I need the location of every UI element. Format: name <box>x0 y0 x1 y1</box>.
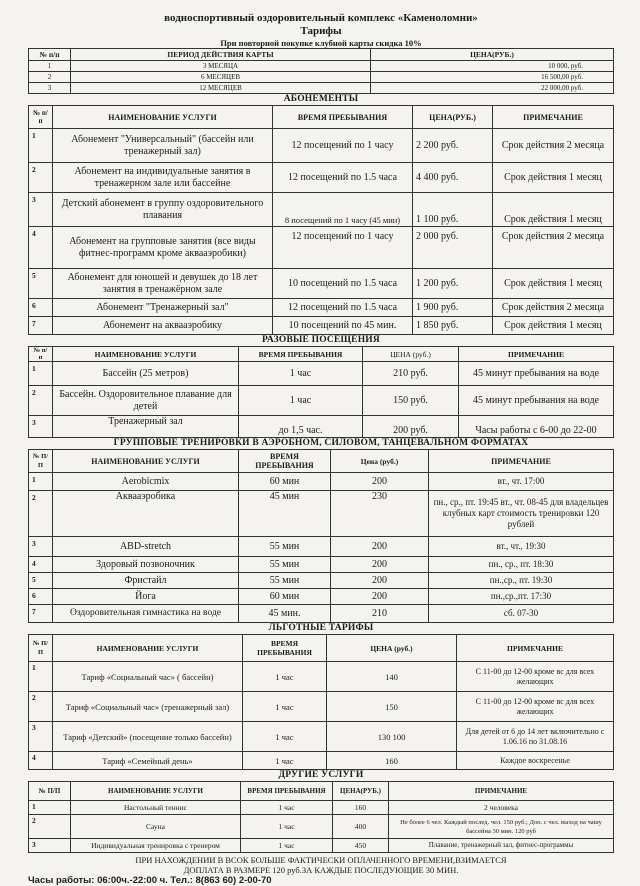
table-row <box>29 839 614 853</box>
row-note: Срок действия 1 месяц <box>493 269 614 299</box>
col-header-note: ПРИМЕЧАНИЕ <box>459 347 614 362</box>
row-price: 200 <box>331 537 429 557</box>
section-title-other-services: ДРУГИЕ УСЛУГИ <box>278 770 364 780</box>
col-header-num: № п/п <box>29 106 53 129</box>
table-row <box>29 163 614 193</box>
row-num: 6 <box>29 299 53 317</box>
row-name: Тариф «Социальный час» ( бассейн) <box>53 662 243 692</box>
row-price: 200 <box>331 573 429 589</box>
table-row <box>29 299 614 317</box>
table-row <box>29 416 614 438</box>
club-card-table <box>28 48 614 94</box>
row-name: Абонемент на групповые занятия (все виды фитнес-программ кроме аквааэробики) <box>53 227 273 269</box>
table-row <box>29 193 614 227</box>
col-header-note: ПРИМЕЧАНИЕ <box>457 635 614 662</box>
row-price: 210 <box>331 605 429 623</box>
row-note: вт., чт., 19:30 <box>429 537 614 557</box>
row-num: 5 <box>29 573 53 589</box>
row-note: пн.,ср., пт. 19:30 <box>429 573 614 589</box>
col-header-num: № п/п <box>29 49 71 61</box>
row-price: 160 <box>333 801 389 815</box>
row-time: 12 посещений по 1.5 часа <box>273 299 413 317</box>
row-name: Сауна <box>71 815 241 839</box>
table-row <box>29 752 614 770</box>
row-time: 12 посещений по 1.5 часа <box>273 163 413 193</box>
row-note: С 11-00 до 12-00 кроме вс для всех желающих <box>457 692 614 722</box>
row-num: 1 <box>29 801 71 815</box>
table-row <box>29 129 614 163</box>
row-num: 2 <box>29 72 71 83</box>
section-title-abonements: АБОНЕМЕНТЫ <box>283 94 359 104</box>
row-price: 150 руб. <box>363 386 459 416</box>
row-name: Aerobicmix <box>53 473 239 491</box>
row-time: 55 мин <box>239 557 331 573</box>
row-price: 210 руб. <box>363 362 459 386</box>
benefit-tariffs-table <box>28 634 614 770</box>
row-price: 150 <box>327 692 457 722</box>
row-time: 12 посещений по 1 часу <box>273 227 413 269</box>
row-time: до 1,5 час. <box>239 416 363 438</box>
table-row <box>29 662 614 692</box>
row-num: 4 <box>29 752 53 770</box>
row-note: Срок действия 2 месяца <box>493 227 614 269</box>
discount-note: При повторной покупке клубной карты скидка 10% <box>220 38 422 48</box>
row-name: Абонемент на аквааэробику <box>53 317 273 335</box>
row-name: ABD-stretch <box>53 537 239 557</box>
row-price: 1 850 руб. <box>413 317 493 335</box>
table-row <box>29 605 614 623</box>
table-header-row <box>29 635 614 662</box>
row-num: 2 <box>29 386 53 416</box>
row-time: 10 посещений по 45 мин. <box>273 317 413 335</box>
table-header-row <box>29 49 614 61</box>
row-name: Тренажерный зал <box>53 416 239 438</box>
row-num: 5 <box>29 269 53 299</box>
table-row <box>29 815 614 839</box>
row-name: Йога <box>53 589 239 605</box>
row-time: 1 час <box>239 386 363 416</box>
row-note: Для детей от 6 до 14 лет включительно с 1.06.16 по 31.08.16 <box>457 722 614 752</box>
row-price: 160 <box>327 752 457 770</box>
row-name: Абонемент "Тренажерный зал" <box>53 299 273 317</box>
abonements-table <box>28 105 614 335</box>
row-time: 45 мин. <box>239 605 331 623</box>
row-period: 3 МЕСЯЦА <box>71 61 371 72</box>
row-note: С 11-00 до 12-00 кроме вс для всех желающих <box>457 662 614 692</box>
row-period: 6 МЕСЯЦЕВ <box>71 72 371 83</box>
table-row <box>29 386 614 416</box>
row-time: 1 час <box>241 815 333 839</box>
row-price: 2 200 руб. <box>413 129 493 163</box>
row-num: 1 <box>29 473 53 491</box>
table-row <box>29 692 614 722</box>
table-row <box>29 557 614 573</box>
row-time: 10 посещений по 1.5 часа <box>273 269 413 299</box>
group-training-table <box>28 449 614 623</box>
table-row <box>29 573 614 589</box>
col-header-note: ПРИМЕЧАНИЕ <box>493 106 614 129</box>
row-time: 55 мин <box>239 573 331 589</box>
row-price: 2 000 руб. <box>413 227 493 269</box>
table-row <box>29 801 614 815</box>
col-header-time: ВРЕМЯ ПРЕБЫВАНИЯ <box>239 347 363 362</box>
table-header-row <box>29 450 614 473</box>
row-name: Аквааэробика <box>53 491 239 537</box>
row-name: Тариф «Семейный день» <box>53 752 243 770</box>
single-visits-table <box>28 346 614 438</box>
row-note: вт., чт. 17:00 <box>429 473 614 491</box>
table-row <box>29 317 614 335</box>
row-price: 10 000, руб. <box>371 61 614 72</box>
col-header-name: НАИМЕНОВАНИЕ УСЛУГИ <box>71 782 241 801</box>
row-name: Абонемент "Универсальный" (бассейн или тренажерный зал) <box>53 129 273 163</box>
row-time: 1 час <box>243 662 327 692</box>
table-row <box>29 491 614 537</box>
table-header-row <box>29 347 614 362</box>
col-header-note: ПРИМЕЧАНИЕ <box>389 782 614 801</box>
row-num: 3 <box>29 537 53 557</box>
row-name: Индивидуальная тренировка с тренером <box>71 839 241 853</box>
col-header-price: Цена (руб.) <box>331 450 429 473</box>
section-title-group-training: ГРУППОВЫЕ ТРЕНИРОВКИ В АЭРОБНОМ, СИЛОВОМ, ТАНЦЕВАЛЬНОМ ФОРМАТАХ <box>113 438 529 448</box>
row-time: 1 час <box>239 362 363 386</box>
col-header-num: № п/п <box>29 347 53 362</box>
tariff-document <box>28 12 614 886</box>
table-row <box>29 473 614 491</box>
row-time: 8 посещений по 1 часу (45 мин) <box>273 193 413 227</box>
col-header-name: НАИМЕНОВАНИЕ УСЛУГИ <box>53 450 239 473</box>
col-header-price: ЦЕНА(РУБ.) <box>371 49 614 61</box>
row-num: 3 <box>29 839 71 853</box>
row-time: 60 мин <box>239 473 331 491</box>
document-title: водноспортивный оздоровительный комплекс «Каменоломни» <box>164 12 478 24</box>
row-num: 6 <box>29 589 53 605</box>
row-num: 3 <box>29 722 53 752</box>
row-price: 200 <box>331 589 429 605</box>
row-price: 200 <box>331 557 429 573</box>
row-note: Срок действия 1 месяц <box>493 163 614 193</box>
footer-line-2: ДОПЛАТА В РАЗМЕРЕ 120 руб.ЗА КАЖДЫЕ ПОСЛЕДУЮЩИЕ 30 МИН. <box>183 865 459 875</box>
col-header-name: НАИМЕНОВАНИЕ УСЛУГИ <box>53 347 239 362</box>
row-num: 2 <box>29 491 53 537</box>
table-header-row <box>29 782 614 801</box>
row-name: Настольный теннис <box>71 801 241 815</box>
table-header-row <box>29 106 614 129</box>
col-header-num: № П/П <box>29 450 53 473</box>
row-note: Плавание, тренажерный зал, фитнес-программы <box>389 839 614 853</box>
row-num: 7 <box>29 317 53 335</box>
col-header-time: ВРЕМЯ ПРЕБЫВАНИЯ <box>239 450 331 473</box>
col-header-name: НАИМЕНОВАНИЕ УСЛУГИ <box>53 106 273 129</box>
row-num: 4 <box>29 227 53 269</box>
col-header-name: НАИМЕНОВАНИЕ УСЛУГИ <box>53 635 243 662</box>
row-num: 1 <box>29 129 53 163</box>
row-num: 2 <box>29 163 53 193</box>
row-note: Не более 6 чел. Каждый послед. чел. 150 руб.; Доп. с чел. выход на чашу бассейна 30 мин. 120 руб <box>389 815 614 839</box>
row-period: 12 МЕСЯЦЕВ <box>71 83 371 94</box>
col-header-price: ЦЕНА(РУБ.) <box>413 106 493 129</box>
row-name: Тариф «Социальный час» (тренажерный зал) <box>53 692 243 722</box>
row-note: Срок действия 1 месяц <box>493 317 614 335</box>
row-time: 1 час <box>241 801 333 815</box>
row-note: 2 человека <box>389 801 614 815</box>
row-num: 1 <box>29 662 53 692</box>
col-header-note: ПРИМЕЧАНИЕ <box>429 450 614 473</box>
row-name: Здоровый позвоночник <box>53 557 239 573</box>
row-note: Каждое воскресенье <box>457 752 614 770</box>
row-note: пн., ср., пт. 18:30 <box>429 557 614 573</box>
row-name: Абонемент для юношей и девушек до 18 лет занятия в тренажёрном зале <box>53 269 273 299</box>
table-row <box>29 227 614 269</box>
table-row <box>29 722 614 752</box>
row-time: 55 мин <box>239 537 331 557</box>
row-price: 1 200 руб. <box>413 269 493 299</box>
row-note: Срок действия 2 месяца <box>493 299 614 317</box>
row-name: Оздоровительная гимнастика на воде <box>53 605 239 623</box>
col-header-time: ВРЕМЯ ПРЕБЫВАНИЯ <box>243 635 327 662</box>
row-name: Бассейн. Оздоровительное плавание для детей <box>53 386 239 416</box>
footer-note <box>28 855 614 886</box>
row-num: 7 <box>29 605 53 623</box>
row-num: 2 <box>29 815 71 839</box>
working-hours: Часы работы: 06:00ч.-22:00 ч. Тел.: 8(863 60) 2-00-70 <box>28 875 272 886</box>
row-price: 1 900 руб. <box>413 299 493 317</box>
row-time: 1 час <box>243 692 327 722</box>
row-num: 3 <box>29 83 71 94</box>
row-price: 200 <box>331 473 429 491</box>
row-time: 45 мин <box>239 491 331 537</box>
row-price: 4 400 руб. <box>413 163 493 193</box>
row-time: 1 час <box>243 752 327 770</box>
row-num: 1 <box>29 61 71 72</box>
table-row <box>29 589 614 605</box>
row-price: 130 100 <box>327 722 457 752</box>
table-row <box>29 362 614 386</box>
col-header-time: ВРЕМЯ ПРЕБЫВАНИЯ <box>273 106 413 129</box>
row-note: сб. 07-30 <box>429 605 614 623</box>
row-price: 400 <box>333 815 389 839</box>
row-num: 2 <box>29 692 53 722</box>
table-row <box>29 72 614 83</box>
row-price: 140 <box>327 662 457 692</box>
row-note: пн.,ср.,пт. 17:30 <box>429 589 614 605</box>
col-header-price: ЦЕНА (руб.) <box>327 635 457 662</box>
row-num: 3 <box>29 416 53 438</box>
row-name: Фристайл <box>53 573 239 589</box>
row-note: пн., ср., пт. 19:45 вт., чт. 08-45 для владельцев клубных карт стоимость тренировки 120 рублей <box>429 491 614 537</box>
document-subtitle: Тарифы <box>300 25 342 37</box>
row-time: 12 посещений по 1 часу <box>273 129 413 163</box>
row-name: Детский абонемент в группу оздоровительного плавания <box>53 193 273 227</box>
row-note: Срок действия 2 месяца <box>493 129 614 163</box>
row-price: 16 500,00 руб. <box>371 72 614 83</box>
table-row <box>29 61 614 72</box>
row-name: Бассейн (25 метров) <box>53 362 239 386</box>
table-row <box>29 269 614 299</box>
row-num: 1 <box>29 362 53 386</box>
row-price: 22 000,00 руб. <box>371 83 614 94</box>
row-num: 3 <box>29 193 53 227</box>
table-row <box>29 537 614 557</box>
row-name: Абонемент на индивидуальные занятия в тренажерном зале или бассейне <box>53 163 273 193</box>
col-header-time: ВРЕМЯ ПРЕБЫВАНИЯ <box>241 782 333 801</box>
row-price: 1 100 руб. <box>413 193 493 227</box>
row-note: 45 минут пребывания на воде <box>459 386 614 416</box>
col-header-num: № П/П <box>29 635 53 662</box>
row-price: 450 <box>333 839 389 853</box>
row-note: Часы работы с 6-00 до 22-00 <box>459 416 614 438</box>
row-note: Срок действия 1 месяц <box>493 193 614 227</box>
table-row <box>29 83 614 94</box>
col-header-price: ЦЕНА (руб.) <box>363 347 459 362</box>
row-time: 60 мин <box>239 589 331 605</box>
footer-line-1: ПРИ НАХОЖДЕНИИ В ВСОК БОЛЬШЕ ФАКТИЧЕСКИ ОПЛАЧЕННОГО ВРЕМЕНИ,ВЗИМАЕТСЯ <box>135 855 507 865</box>
other-services-table <box>28 781 614 853</box>
section-title-benefit-tariffs: ЛЬГОТНЫЕ ТАРИФЫ <box>268 623 374 633</box>
row-price: 230 <box>331 491 429 537</box>
row-num: 4 <box>29 557 53 573</box>
row-note: 45 минут пребывания на воде <box>459 362 614 386</box>
col-header-num: № П/П <box>29 782 71 801</box>
row-time: 1 час <box>243 722 327 752</box>
row-name: Тариф «Детский» (посещение только бассейн) <box>53 722 243 752</box>
row-price: 200 руб. <box>363 416 459 438</box>
col-header-period: ПЕРИОД ДЕЙСТВИЯ КАРТЫ <box>71 49 371 61</box>
col-header-price: ЦЕНА(РУБ.) <box>333 782 389 801</box>
row-time: 1 час <box>241 839 333 853</box>
section-title-single-visits: РАЗОВЫЕ ПОСЕЩЕНИЯ <box>262 335 380 345</box>
